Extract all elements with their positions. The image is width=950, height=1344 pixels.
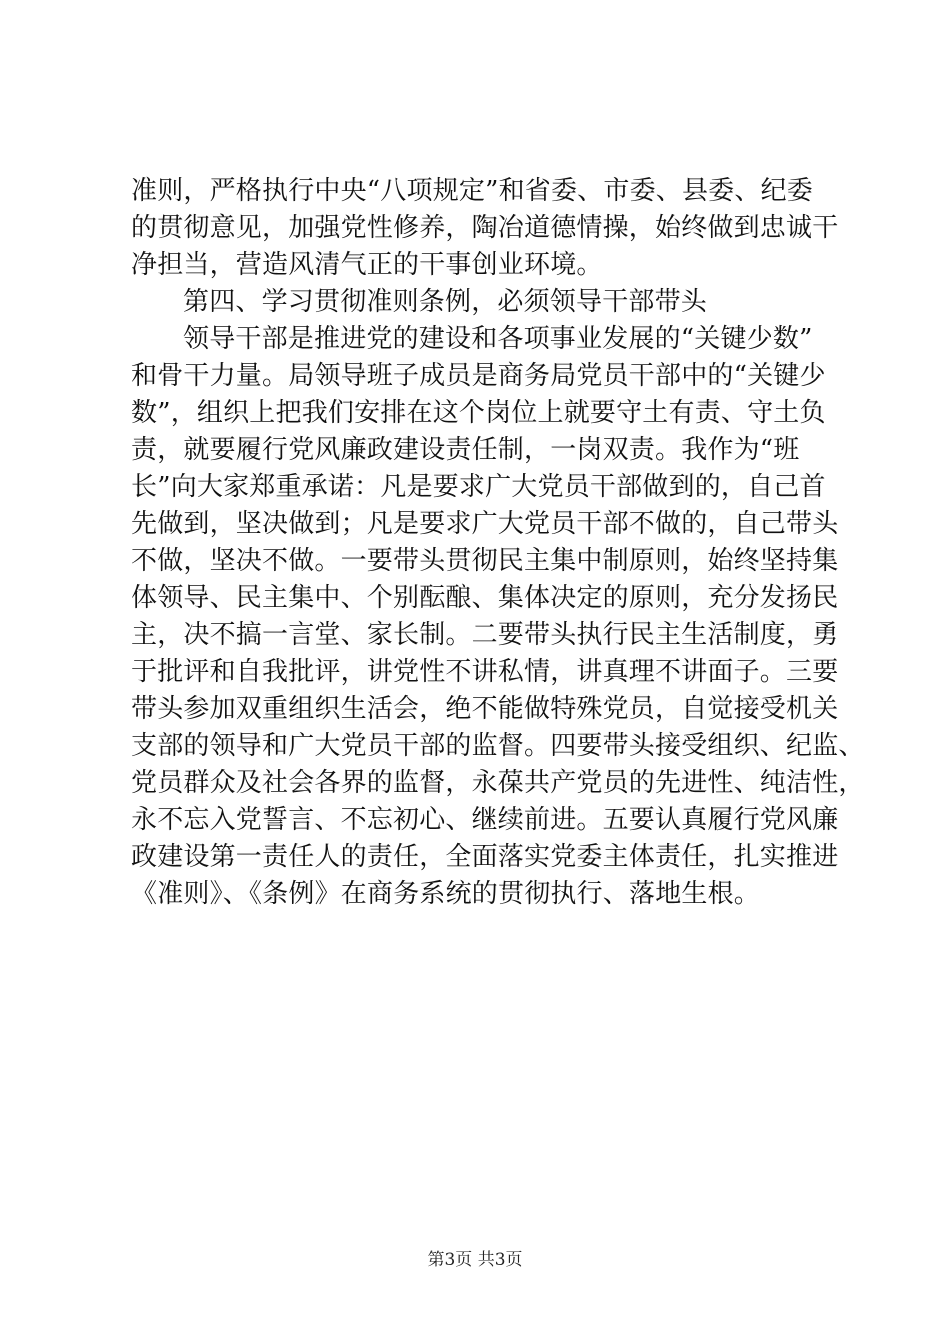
text-line: 的贯彻意见，加强党性修养，陶冶道德情操，始终做到忠诚干 (131, 213, 839, 243)
text-line: 和骨干力量。局领导班子成员是商务局党员干部中的“关键少 (131, 361, 826, 391)
text-line: 先做到，坚决做到；凡是要求广大党员干部不做的，自己带头 (131, 509, 839, 539)
text-line: 数”，组织上把我们安排在这个岗位上就要守土有责、守土负 (131, 398, 826, 428)
text-line: 准则，严格执行中央“八项规定”和省委、市委、县委、纪委 (131, 176, 813, 206)
text-line: 《准则》、《条例》在商务系统的贯彻执行、落地生根。 (131, 879, 761, 909)
text-line: 责，就要履行党风廉政建设责任制，一岗双责。我作为“班 (131, 435, 800, 465)
text-line: 于批评和自我批评，讲党性不讲私情，讲真理不讲面子。三要 (131, 657, 839, 687)
text-line: 政建设第一责任人的责任，全面落实党委主体责任，扎实推进 (131, 842, 839, 872)
page-number-footer: 第3页 共3页 (427, 1250, 523, 1270)
text-line: 不做，坚决不做。一要带头贯彻民主集中制原则，始终坚持集 (131, 546, 839, 576)
text-line: 体领导、民主集中、个别酝酿、集体决定的原则，充分发扬民 (131, 583, 839, 613)
text-line: 支部的领导和广大党员干部的监督。四要带头接受组织、纪监、 (131, 731, 865, 761)
text-line: 带头参加双重组织生活会，绝不能做特殊党员，自觉接受机关 (131, 694, 839, 724)
paragraph-first-line: 领导干部是推进党的建设和各项事业发展的“关键少数” (183, 324, 813, 354)
text-line: 长”向大家郑重承诺：凡是要求广大党员干部做到的，自己首 (131, 472, 826, 502)
section-heading: 第四、学习贯彻准则条例，必须领导干部带头 (183, 287, 708, 317)
text-line: 党员群众及社会各界的监督，永葆共产党员的先进性、纯洁性， (131, 768, 865, 798)
text-line: 永不忘入党誓言、不忘初心、继续前进。五要认真履行党风廉 (131, 805, 839, 835)
text-line: 主，决不搞一言堂、家长制。二要带头执行民主生活制度，勇 (131, 620, 839, 650)
text-line: 净担当，营造风清气正的干事创业环境。 (131, 250, 603, 280)
document-body (131, 173, 865, 913)
